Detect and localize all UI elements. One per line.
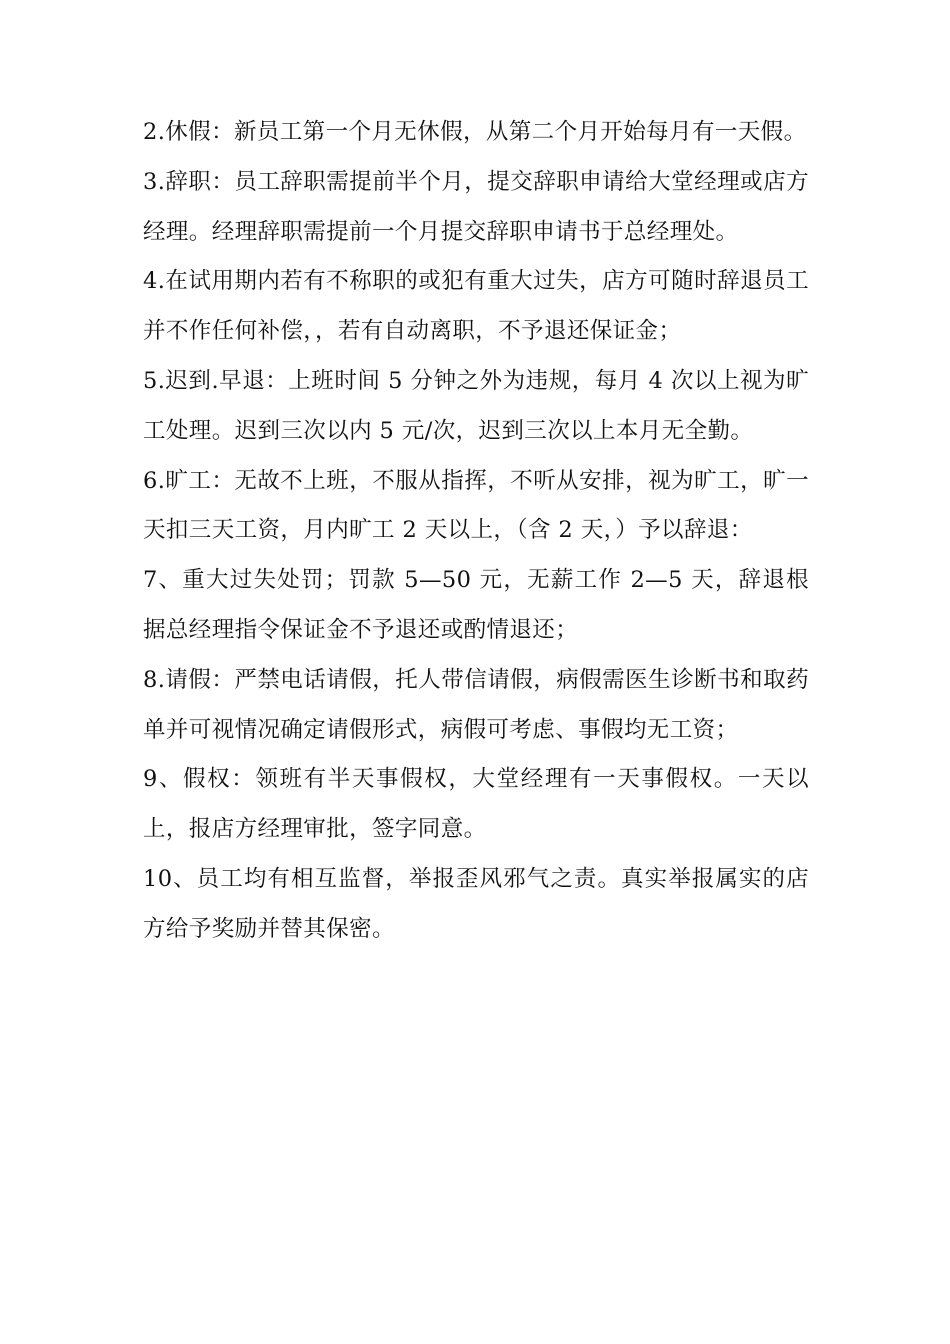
paragraph-probation: 4.在试用期内若有不称职的或犯有重大过失，店方可随时辞退员工并不作任何补偿，，若有自动离职，不予退还保证金； <box>143 268 809 345</box>
paragraph-mutual-supervision: 10、员工均有相互监督，举报歪风邪气之责。真实举报属实的店方给予奖励并替其保密。 <box>143 865 809 942</box>
paragraph-vacation: 2.休假：新员工第一个月无休假，从第二个月开始每月有一天假。 <box>143 119 807 145</box>
paragraph-resignation: 3.辞职：员工辞职需提前半个月，提交辞职申请给大堂经理或店方经理。经理辞职需提前一个月提交辞职申请书于总经理处。 <box>143 168 809 245</box>
document-body <box>143 108 809 955</box>
paragraph-major-fault-penalty: 7、重大过失处罚；罚款 5—50 元，无薪工作 2—5 天，辞退根据总经理指令保证金不予退还或酌情退还； <box>143 567 809 643</box>
paragraph-leave-authority: 9、假权：领班有半天事假权，大堂经理有一天事假权。一天以上，报店方经理审批，签字同意。 <box>143 766 809 843</box>
paragraph-lateness: 5.迟到.早退：上班时间 5 分钟之外为违规，每月 4 次以上视为旷工处理。迟到三次以内 5 元/次，迟到三次以上本月无全勤。 <box>143 367 809 444</box>
paragraph-absenteeism: 6.旷工：无故不上班，不服从指挥，不听从安排，视为旷工，旷一天扣三天工资，月内旷工 2 天以上，（含 2 天，）予以辞退： <box>143 467 809 544</box>
paragraph-leave-request: 8.请假：严禁电话请假，托人带信请假，病假需医生诊断书和取药单并可视情况确定请假形式，病假可考虑、事假均无工资； <box>143 666 809 743</box>
